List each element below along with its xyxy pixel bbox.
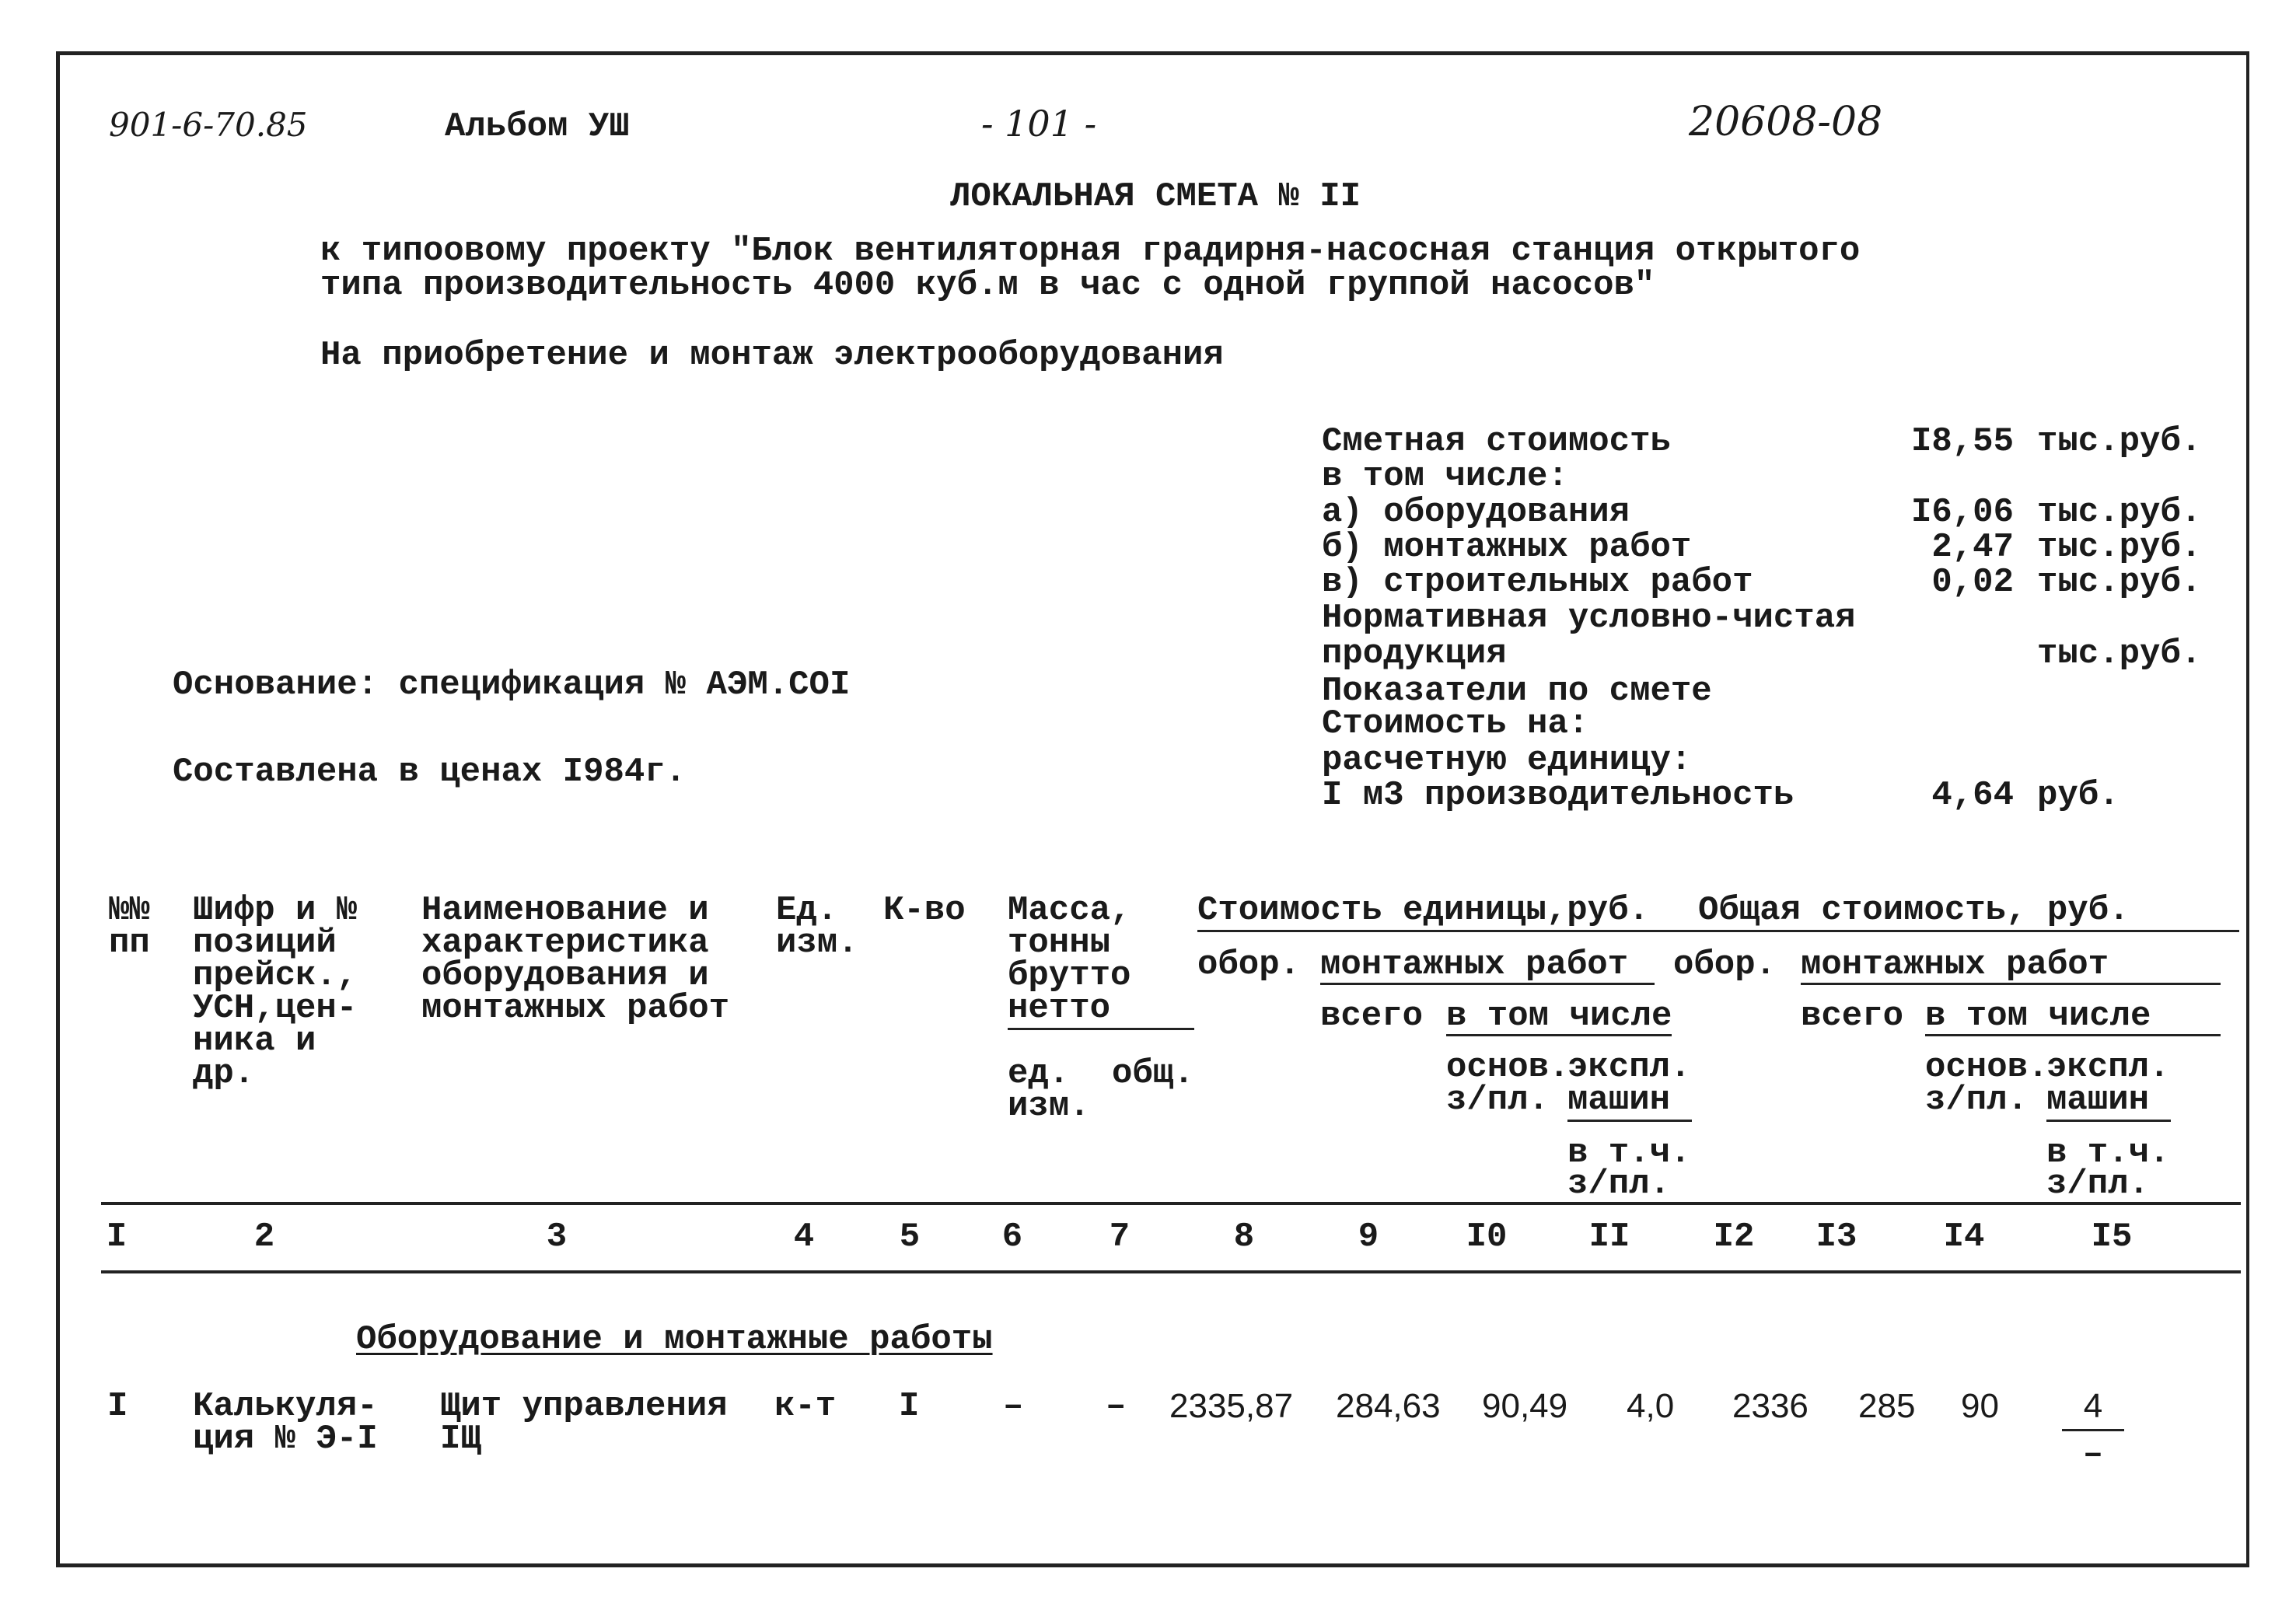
row-total-vtch-zpl: –: [2082, 1435, 2104, 1474]
section-title: Оборудование и монтажные работы: [356, 1320, 993, 1359]
total-obor-label: обор.: [1673, 945, 1777, 984]
row-name: IЩ: [440, 1420, 481, 1459]
unit-osnov-label: з/пл.: [1446, 1081, 1550, 1120]
col-number: II: [1588, 1217, 1630, 1256]
col-code-label: др.: [193, 1054, 255, 1093]
summary-label: расчетную единицу:: [1322, 741, 1692, 780]
row-mass-total: –: [1106, 1387, 1127, 1426]
doc-code-right: 20608-08: [1689, 99, 1883, 145]
summary-value: 4,64: [1931, 776, 2014, 815]
estimate-title: ЛОКАЛЬНАЯ СМЕТА № II: [950, 177, 1361, 216]
summary-unit: руб.: [2037, 776, 2120, 815]
col-unit-label: Ед.: [776, 891, 838, 930]
col-number: 2: [253, 1217, 275, 1256]
row-number: I: [107, 1387, 128, 1426]
page-number: - 101 -: [981, 103, 1097, 145]
summary-label: в том числе:: [1322, 457, 1568, 496]
row-total-obor: 2336: [1732, 1387, 1808, 1425]
col-number: I2: [1713, 1217, 1755, 1256]
summary-label: Показатели по смете: [1322, 672, 1712, 711]
col-mass-label: брутто: [1008, 956, 1131, 995]
total-vtch-label: в том числе: [1925, 997, 2151, 1036]
summary-value: 2,47: [1931, 528, 2014, 567]
estimate-subject: На приобретение и монтаж электрооборудования: [320, 336, 1224, 375]
row-total-mont: 285: [1858, 1387, 1916, 1425]
col-number: 6: [1001, 1217, 1023, 1256]
album-label: Альбом УШ: [445, 107, 630, 146]
row-code: Калькуля-: [193, 1387, 378, 1426]
summary-value: I6,06: [1910, 493, 2014, 532]
col-number: I5: [2091, 1217, 2133, 1256]
total-ekspl-label: машин: [2046, 1081, 2150, 1120]
col-code-label: ника и: [193, 1022, 316, 1060]
basis-prices: Составлена в ценах I984г.: [173, 753, 687, 791]
total-vsego-label: всего: [1801, 997, 1904, 1036]
col-unit-label: изм.: [776, 924, 858, 962]
unit-vtch-zpl: в т.ч.: [1567, 1134, 1691, 1172]
row-total-ekspl: 4: [2083, 1387, 2103, 1425]
unit-obor-label: обор.: [1197, 945, 1301, 984]
col-number: I: [106, 1217, 128, 1256]
summary-unit: тыс.руб.: [2037, 634, 2202, 673]
col-num-label: пп: [109, 924, 150, 962]
col-qty-label: К-во: [883, 891, 966, 930]
row-mass-unit: –: [1003, 1387, 1024, 1426]
project-line-1: к типоовому проекту "Блок вентиляторная градирня-насосная станция открытого: [320, 232, 1861, 271]
col-number: I3: [1815, 1217, 1857, 1256]
unit-vtch-zpl: з/пл.: [1567, 1165, 1671, 1204]
summary-value: 0,02: [1931, 563, 2014, 602]
total-cost-header: Общая стоимость, руб.: [1698, 891, 2130, 930]
col-number: 5: [899, 1217, 921, 1256]
total-vtch-zpl: з/пл.: [2046, 1165, 2150, 1204]
row-name: Щит управления: [440, 1387, 728, 1426]
total-vtch-zpl: в т.ч.: [2046, 1134, 2170, 1172]
col-number: 9: [1358, 1217, 1379, 1256]
summary-unit: тыс.руб.: [2037, 563, 2202, 602]
col-name-label: оборудования и: [421, 956, 709, 995]
doc-code-left: 901-6-70.85: [109, 106, 308, 144]
total-mont-label: монтажных работ: [1801, 945, 2109, 984]
col-number: 3: [546, 1217, 568, 1256]
col-name-label: Наименование и: [421, 891, 709, 930]
summary-unit: тыс.руб.: [2037, 422, 2202, 461]
col-number: I4: [1943, 1217, 1985, 1256]
total-ekspl-label: экспл.: [2046, 1048, 2170, 1087]
summary-label: Нормативная условно-чистая: [1322, 599, 1856, 638]
total-osnov-label: основ.: [1925, 1048, 2049, 1087]
col-code-label: УСН,цен-: [193, 989, 358, 1028]
col-num-label: №№: [109, 891, 150, 930]
unit-ekspl-label: экспл.: [1567, 1048, 1691, 1087]
row-unit-mont: 284,63: [1336, 1387, 1441, 1425]
col-name-label: монтажных работ: [421, 989, 730, 1028]
col-mass-label: Масса,: [1008, 891, 1131, 930]
col-mass-label: нетто: [1008, 989, 1111, 1028]
project-line-2: типа производительность 4000 куб.м в час с одной группой насосов": [320, 266, 1655, 305]
col-name-label: характеристика: [421, 924, 709, 962]
summary-label: продукция: [1322, 634, 1507, 673]
row-qty: I: [899, 1387, 920, 1426]
unit-cost-header: Стоимость единицы,руб.: [1197, 891, 1649, 930]
summary-unit: тыс.руб.: [2037, 528, 2202, 567]
col-mass-unit: изм.: [1008, 1087, 1090, 1126]
col-number: 7: [1109, 1217, 1131, 1256]
col-mass-label: тонны: [1008, 924, 1111, 962]
col-number: I0: [1466, 1217, 1508, 1256]
col-mass-unit: ед.: [1008, 1054, 1070, 1093]
summary-label: б) монтажных работ: [1322, 528, 1692, 567]
row-code: ция № Э-I: [193, 1420, 378, 1459]
unit-ekspl-label: машин: [1567, 1081, 1671, 1120]
summary-label: Стоимость на:: [1322, 704, 1589, 743]
basis-spec: Основание: спецификация № АЭМ.СОI: [173, 666, 851, 704]
col-code-label: позиций: [193, 924, 337, 962]
summary-unit: тыс.руб.: [2037, 493, 2202, 532]
summary-label: Сметная стоимость: [1322, 422, 1671, 461]
unit-vsego-label: всего: [1320, 997, 1424, 1036]
row-unit: к-т: [774, 1387, 837, 1426]
summary-value: I8,55: [1910, 422, 2014, 461]
unit-osnov-label: основ.: [1446, 1048, 1570, 1087]
col-mass-total: общ.: [1112, 1054, 1194, 1093]
unit-vtch-label: в том числе: [1446, 997, 1672, 1036]
row-total-osnov: 90: [1961, 1387, 1999, 1425]
total-osnov-label: з/пл.: [1925, 1081, 2029, 1120]
row-unit-ekspl: 4,0: [1627, 1387, 1675, 1425]
unit-mont-label: монтажных работ: [1320, 945, 1629, 984]
row-unit-obor: 2335,87: [1169, 1387, 1294, 1425]
summary-label: а) оборудования: [1322, 493, 1630, 532]
col-number: 8: [1233, 1217, 1255, 1256]
summary-label: в) строительных работ: [1322, 563, 1753, 602]
col-code-label: Шифр и №: [193, 891, 358, 930]
summary-label: I м3 производительность: [1322, 776, 1795, 815]
row-unit-osnov: 90,49: [1482, 1387, 1568, 1425]
col-number: 4: [793, 1217, 815, 1256]
col-code-label: прейск.,: [193, 956, 358, 995]
